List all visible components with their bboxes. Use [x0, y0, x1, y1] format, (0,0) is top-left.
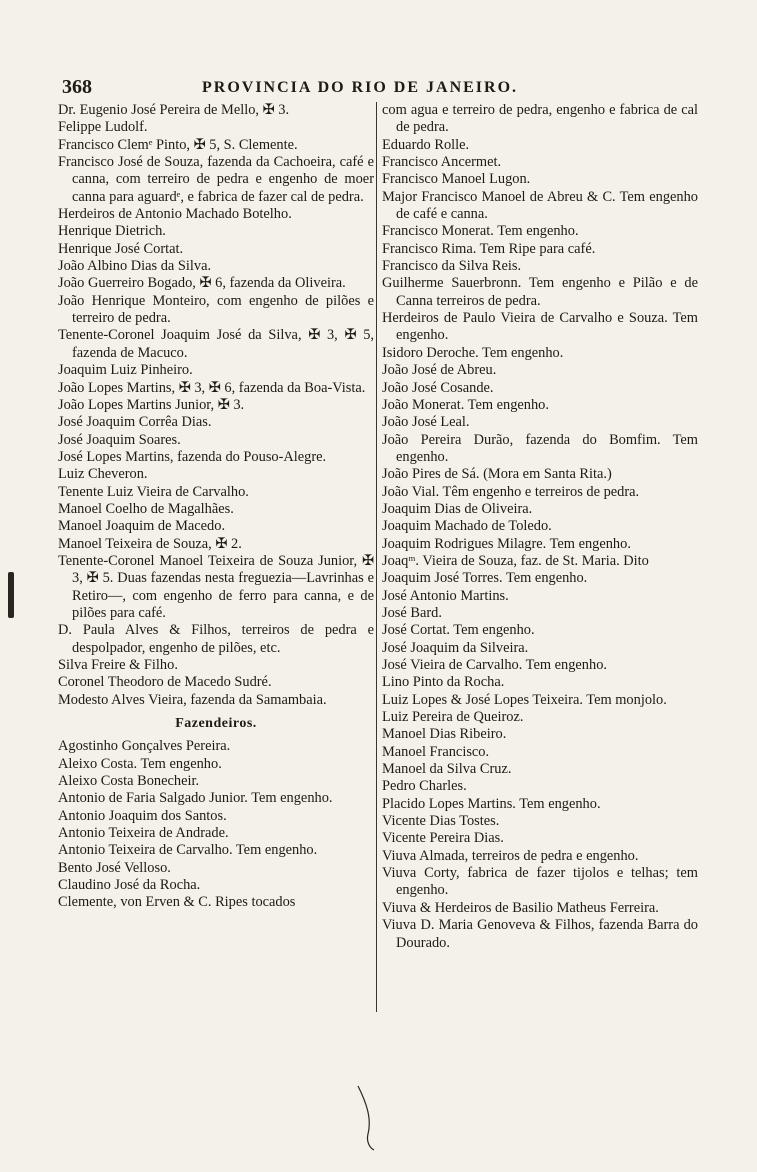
directory-entry: Viuva Corty, fabrica de fazer tijolos e telhas; tem engenho. — [382, 865, 698, 899]
directory-entry: Joaqᵐ. Vieira de Souza, faz. de St. Maria. Dito — [382, 552, 649, 569]
directory-entry: Francisco da Silva Reis. — [382, 258, 522, 275]
directory-entry: João Albino Dias da Silva. — [58, 258, 212, 275]
left-column — [58, 102, 374, 912]
directory-entry: Joaquim Rodrigues Milagre. Tem engenho. — [382, 535, 631, 552]
directory-entry: Joaquim Dias de Oliveira. — [382, 500, 533, 517]
right-entries — [382, 102, 698, 952]
directory-entry: Agostinho Gonçalves Pereira. — [58, 738, 231, 755]
directory-entry: Luiz Pereira de Queiroz. — [382, 709, 524, 726]
directory-entry: Vicente Pereira Dias. — [382, 830, 504, 847]
section-heading: Fazendeiros. — [175, 716, 257, 732]
directory-entry: Claudino José da Rocha. — [58, 877, 201, 894]
directory-entry: José Joaquim Corrêa Dias. — [58, 414, 212, 431]
directory-entry: José Bard. — [382, 604, 442, 621]
directory-entry: João Pereira Durão, fazenda do Bomfim. Tem engenho. — [382, 431, 698, 465]
directory-entry: Francisco Ancermet. — [382, 154, 502, 171]
directory-entry: Placido Lopes Martins. Tem engenho. — [382, 795, 601, 812]
directory-entry: Major Francisco Manoel de Abreu & C. Tem engenho de café e canna. — [382, 188, 698, 223]
page-header — [62, 76, 698, 100]
margin-mark — [8, 572, 14, 618]
directory-entry: Francisco Rima. Tem Ripe para café. — [382, 240, 596, 257]
directory-entry: João Henrique Monteiro, com engenho de pilões e terreiro de pedra. — [58, 292, 374, 327]
directory-entry: José Lopes Martins, fazenda do Pouso-Alegre. — [58, 448, 327, 465]
directory-entry: Antonio Teixeira de Andrade. — [58, 825, 229, 842]
directory-entry: Pedro Charles. — [382, 778, 467, 795]
directory-entry: Bento José Velloso. — [58, 859, 171, 876]
directory-entry: Aleixo Costa. Tem engenho. — [58, 755, 222, 772]
directory-entry: Silva Freire & Filho. — [58, 657, 178, 673]
directory-entry: Joaquim José Torres. Tem engenho. — [382, 570, 588, 587]
directory-entry: Felippe Ludolf. — [58, 119, 148, 136]
directory-entry: Guilherme Sauerbronn. Tem engenho e Pilão e de Canna terreiros de pedra. — [382, 275, 698, 309]
directory-entry: João Vial. Têm engenho e terreiros de pedra. — [382, 483, 640, 500]
directory-entry: Francisco José de Souza, fazenda da Cachoeira, café e canna, com terreiro de pedra e engenho de moer canna para aguardᵉ, e fabrica de fazer cal de pedra. — [58, 154, 374, 205]
directory-entry: Francisco Clemᵉ Pinto, ✠ 5, S. Clemente. — [58, 136, 298, 153]
directory-entry: com agua e terreiro de pedra, engenho e fabrica de cal de pedra. — [382, 102, 698, 136]
directory-entry: Tenente-Coronel Manoel Teixeira de Souza Junior, ✠ 3, ✠ 5. Duas fazendas nesta freguezia—Lavrinhas e Retiro—, com engenho de ferro para canna, e de pilões para café. — [58, 552, 374, 621]
directory-entry: Eduardo Rolle. — [382, 136, 470, 153]
pencil-stroke-mark — [352, 1082, 382, 1152]
directory-entry: Luiz Cheveron. — [58, 466, 148, 483]
directory-entry: Francisco Monerat. Tem engenho. — [382, 223, 579, 240]
directory-entry: José Antonio Martins. — [382, 587, 509, 604]
directory-entry: Henrique Dietrich. — [58, 223, 166, 240]
directory-entry: Aleixo Costa Bonecheir. — [58, 773, 200, 790]
directory-entry: João Lopes Martins, ✠ 3, ✠ 6, fazenda da Boa-Vista. — [58, 379, 366, 396]
directory-entry: José Vieira de Carvalho. Tem engenho. — [382, 657, 607, 673]
directory-entry: José Joaquim Soares. — [58, 431, 181, 448]
column-divider — [376, 102, 377, 1012]
directory-entry: João Monerat. Tem engenho. — [382, 396, 549, 413]
directory-entry: João José Cosande. — [382, 379, 494, 396]
right-column — [382, 102, 698, 952]
directory-entry: Viuva & Herdeiros de Basilio Matheus Ferreira. — [382, 899, 659, 916]
directory-entry: Luiz Lopes & José Lopes Teixeira. Tem monjolo. — [382, 691, 667, 708]
running-title: PROVINCIA DO RIO DE JANEIRO. — [202, 79, 519, 96]
directory-entry: Viuva D. Maria Genoveva & Filhos, fazenda Barra do Dourado. — [382, 917, 698, 951]
directory-entry: Manoel Teixeira de Souza, ✠ 2. — [58, 535, 242, 552]
directory-entry: Joaquim Luiz Pinheiro. — [58, 362, 193, 379]
directory-entry: João José Leal. — [382, 414, 470, 431]
directory-entry: Manoel Francisco. — [382, 743, 490, 760]
directory-entry: Francisco Manoel Lugon. — [382, 171, 531, 188]
directory-entry: Clemente, von Erven & C. Ripes tocados — [58, 894, 296, 911]
left-entries-top — [58, 102, 374, 709]
directory-entry: João Pires de Sá. (Mora em Santa Rita.) — [382, 466, 612, 483]
directory-entry: Herdeiros de Antonio Machado Botelho. — [58, 206, 292, 223]
left-entries-bottom — [58, 738, 374, 911]
directory-entry: Isidoro Deroche. Tem engenho. — [382, 344, 564, 361]
directory-entry: Henrique José Cortat. — [58, 240, 184, 257]
directory-entry: Manoel Dias Ribeiro. — [382, 726, 507, 743]
directory-entry: Modesto Alves Vieira, fazenda da Samambaia. — [58, 691, 327, 708]
directory-entry: Lino Pinto da Rocha. — [382, 674, 505, 691]
directory-entry: Manoel Coelho de Magalhães. — [58, 500, 234, 517]
directory-entry: Tenente-Coronel Joaquim José da Silva, ✠ 3, ✠ 5, fazenda de Macuco. — [58, 327, 374, 361]
directory-entry: Coronel Theodoro de Macedo Sudré. — [58, 674, 272, 691]
directory-entry: João Lopes Martins Junior, ✠ 3. — [58, 396, 245, 413]
directory-entry: Viuva Almada, terreiros de pedra e engenho. — [382, 847, 639, 864]
directory-entry: Antonio Teixeira de Carvalho. Tem engenho. — [58, 842, 318, 859]
directory-entry: D. Paula Alves & Filhos, terreiros de pedra e despolpador, engenho de pilões, etc. — [58, 622, 374, 656]
directory-entry: José Joaquim da Silveira. — [382, 639, 529, 656]
directory-entry: Manoel Joaquim de Macedo. — [58, 518, 226, 535]
directory-entry: Antonio de Faria Salgado Junior. Tem engenho. — [58, 790, 333, 807]
directory-entry: João José de Abreu. — [382, 362, 497, 379]
directory-entry: Dr. Eugenio José Pereira de Mello, ✠ 3. — [58, 102, 290, 118]
page-number: 368 — [62, 76, 92, 98]
directory-entry: José Cortat. Tem engenho. — [382, 622, 535, 639]
directory-entry: Vicente Dias Tostes. — [382, 813, 500, 830]
directory-entry: Joaquim Machado de Toledo. — [382, 518, 552, 535]
directory-entry: Antonio Joaquim dos Santos. — [58, 807, 227, 824]
directory-entry: João Guerreiro Bogado, ✠ 6, fazenda da Oliveira. — [58, 275, 346, 292]
directory-entry: Herdeiros de Paulo Vieira de Carvalho e Souza. Tem engenho. — [382, 310, 698, 344]
directory-entry: Tenente Luiz Vieira de Carvalho. — [58, 483, 249, 500]
directory-entry: Manoel da Silva Cruz. — [382, 761, 512, 778]
